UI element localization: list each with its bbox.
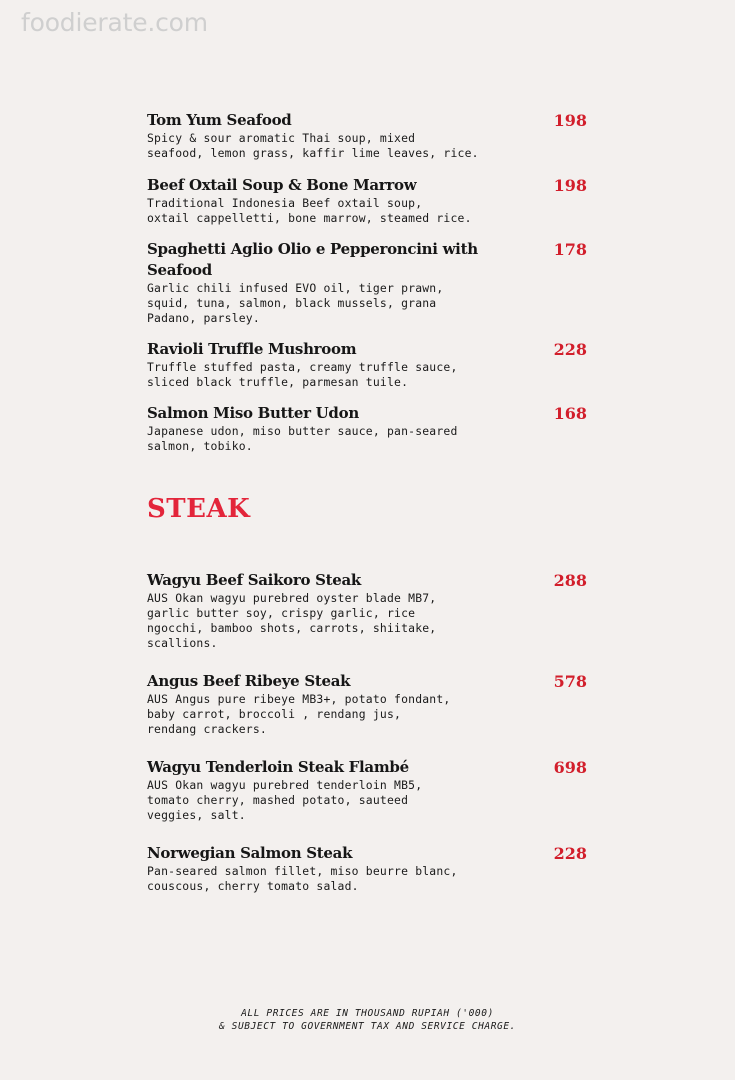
menu-item-name: Wagyu Tenderloin Steak Flambé	[147, 758, 409, 776]
menu-item-price: 198	[553, 176, 587, 195]
menu-item-price: 228	[553, 844, 587, 863]
menu-item-description: Garlic chili infused EVO oil, tiger prawn, squid, tuna, salmon, black mussels, grana Padano, parsley.	[147, 281, 444, 325]
menu-item-tom-yum-seafood	[147, 110, 587, 161]
disclaimer-line-1: ALL PRICES ARE IN THOUSAND RUPIAH ('000)	[241, 1008, 494, 1019]
menu-item-price: 228	[553, 340, 587, 359]
menu-item-description: AUS Okan wagyu purebred tenderloin MB5, tomato cherry, mashed potato, sauteed veggies, salt.	[147, 778, 423, 822]
menu-item-description: AUS Angus pure ribeye MB3+, potato fondant, baby carrot, broccoli , rendang jus, rendang crackers.	[147, 692, 451, 736]
menu-item-name: Beef Oxtail Soup & Bone Marrow	[147, 176, 417, 194]
menu-item-price: 288	[553, 571, 587, 590]
menu-item-name: Ravioli Truffle Mushroom	[147, 340, 357, 358]
menu-item-wagyu-saikoro	[147, 570, 587, 651]
menu-item-description: Traditional Indonesia Beef oxtail soup, oxtail cappelletti, bone marrow, steamed rice.	[147, 196, 472, 225]
menu-item-ravioli-truffle	[147, 339, 587, 390]
menu-item-name: Norwegian Salmon Steak	[147, 844, 353, 862]
section-heading-steak: STEAK	[147, 494, 251, 524]
menu-item-salmon-miso-udon	[147, 403, 587, 454]
menu-item-description: Pan-seared salmon fillet, miso beurre blanc, couscous, cherry tomato salad.	[147, 864, 458, 893]
menu-item-name: Salmon Miso Butter Udon	[147, 404, 359, 422]
menu-item-description: AUS Okan wagyu purebred oyster blade MB7, garlic butter soy, crispy garlic, rice ngocchi, bamboo shots, carrots, shiitake, scallions.	[147, 591, 437, 650]
menu-item-price: 578	[553, 672, 587, 691]
menu-item-name: Tom Yum Seafood	[147, 111, 292, 129]
menu-item-price: 698	[553, 758, 587, 777]
menu-item-wagyu-tenderloin	[147, 757, 587, 823]
menu-item-price: 198	[553, 111, 587, 130]
menu-item-name: Spaghetti Aglio Olio e Pepperoncini with Seafood	[147, 240, 478, 279]
menu-item-angus-ribeye	[147, 671, 587, 737]
menu-item-beef-oxtail-soup	[147, 175, 587, 226]
menu-item-norwegian-salmon	[147, 843, 587, 894]
disclaimer-line-2: & SUBJECT TO GOVERNMENT TAX AND SERVICE CHARGE.	[218, 1021, 516, 1032]
menu-item-description: Japanese udon, miso butter sauce, pan-seared salmon, tobiko.	[147, 424, 458, 453]
menu-item-spaghetti-aglio-olio	[147, 239, 587, 326]
menu-item-name: Wagyu Beef Saikoro Steak	[147, 571, 362, 589]
menu-item-description: Spicy & sour aromatic Thai soup, mixed seafood, lemon grass, kaffir lime leaves, rice.	[147, 131, 479, 160]
menu-item-name: Angus Beef Ribeye Steak	[147, 672, 351, 690]
watermark-text: foodierate.com	[21, 8, 208, 37]
menu-item-description: Truffle stuffed pasta, creamy truffle sauce, sliced black truffle, parmesan tuile.	[147, 360, 458, 389]
price-disclaimer	[0, 1007, 735, 1033]
menu-item-price: 178	[553, 240, 587, 259]
menu-item-price: 168	[553, 404, 587, 423]
